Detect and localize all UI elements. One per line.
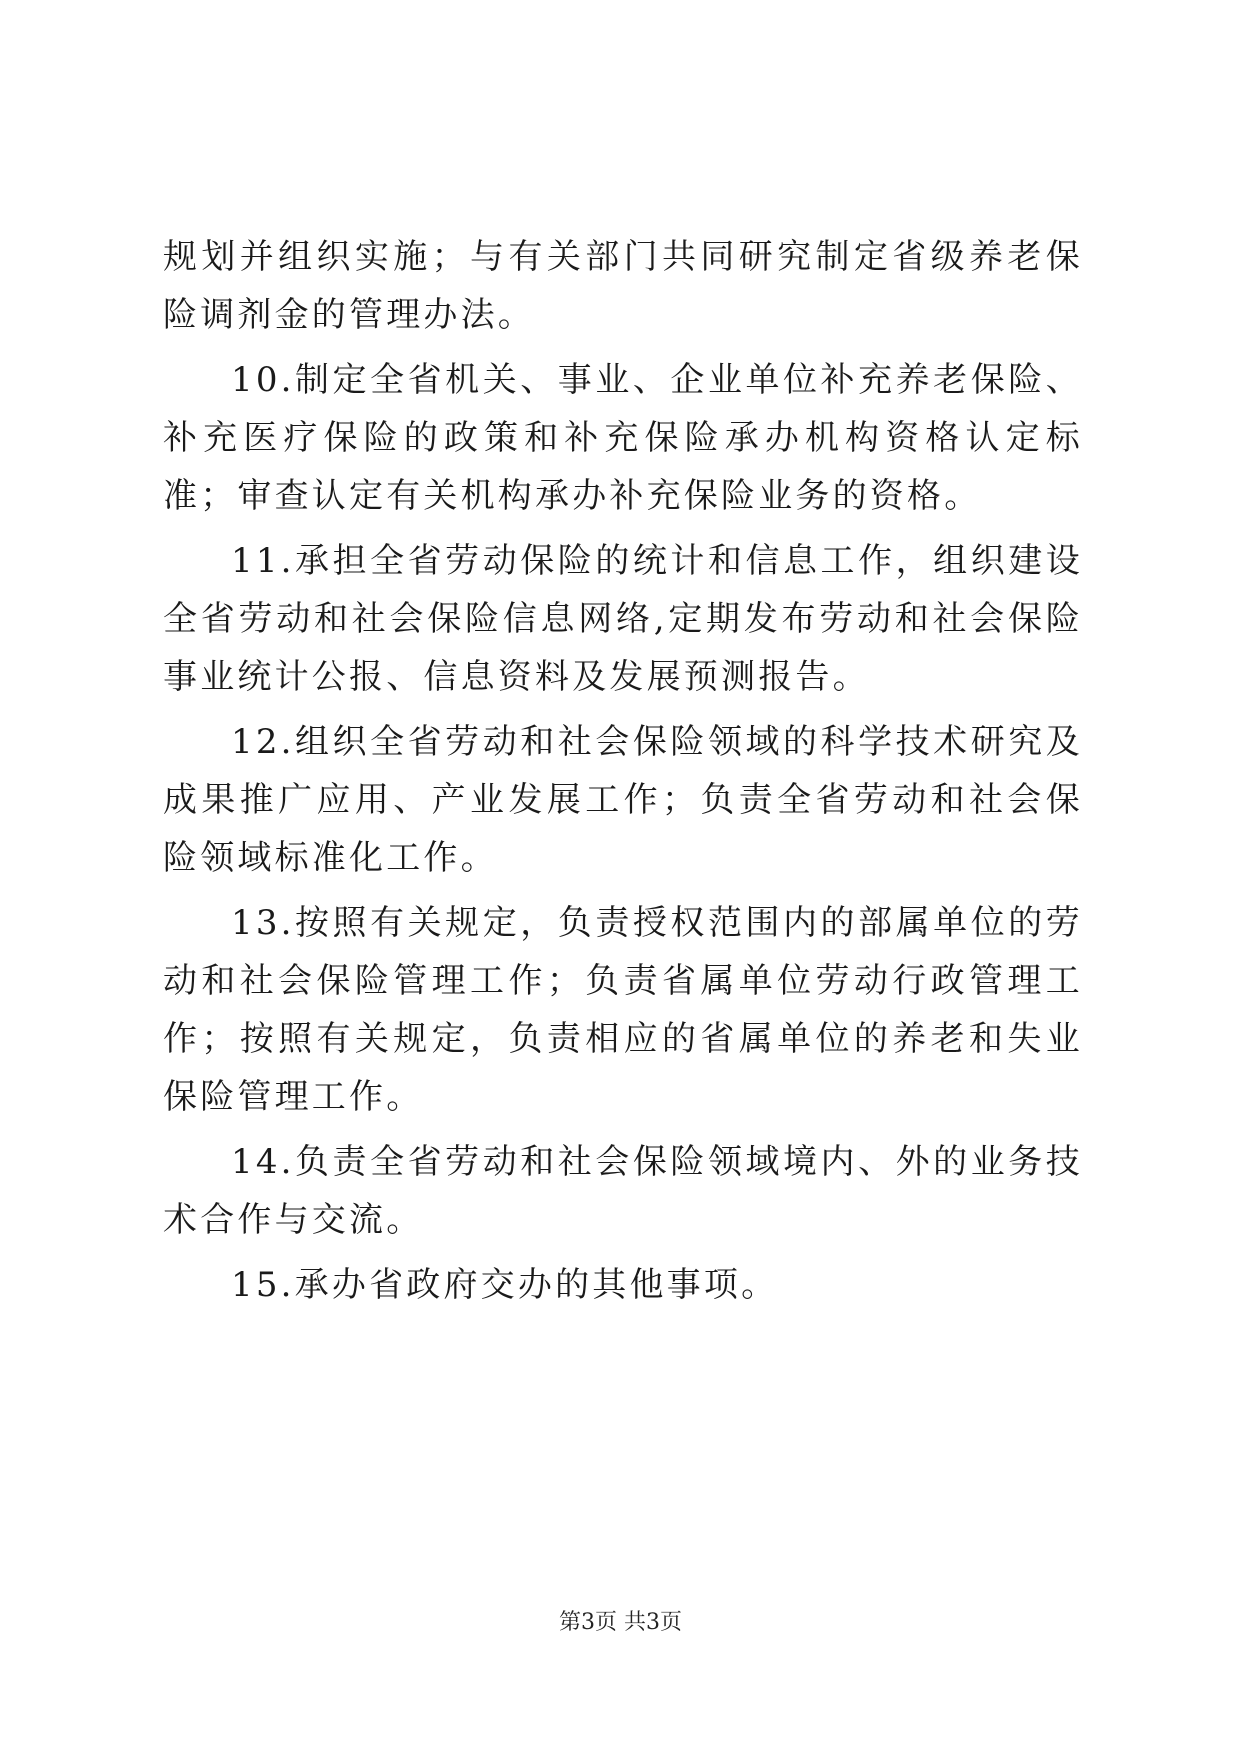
paragraph-item-11: 11.承担全省劳动保险的统计和信息工作，组织建设全省劳动和社会保险信息网络,定期发布劳动和社会保险事业统计公报、信息资料及发展预测报告。 [163,541,1083,697]
paragraph-item-10: 10.制定全省机关、事业、企业单位补充养老保险、补充医疗保险的政策和补充保险承办机构资格认定标准；审查认定有关机构承办补充保险业务的资格。 [163,360,1083,516]
paragraph-item-13: 13.按照有关规定，负责授权范围内的部属单位的劳动和社会保险管理工作；负责省属单位劳动行政管理工作；按照有关规定，负责相应的省属单位的养老和失业保险管理工作。 [163,903,1083,1117]
page-number-footer: 第3页 共3页 [559,1610,682,1635]
document-body [163,228,1083,1321]
paragraph-item-14: 14.负责全省劳动和社会保险领域境内、外的业务技术合作与交流。 [163,1142,1083,1240]
paragraph-continuation: 规划并组织实施；与有关部门共同研究制定省级养老保险调剂金的管理办法。 [163,237,1083,335]
paragraph-item-15: 15.承办省政府交办的其他事项。 [231,1265,779,1305]
paragraph-item-12: 12.组织全省劳动和社会保险领域的科学技术研究及成果推广应用、产业发展工作；负责全省劳动和社会保险领域标准化工作。 [163,722,1083,878]
